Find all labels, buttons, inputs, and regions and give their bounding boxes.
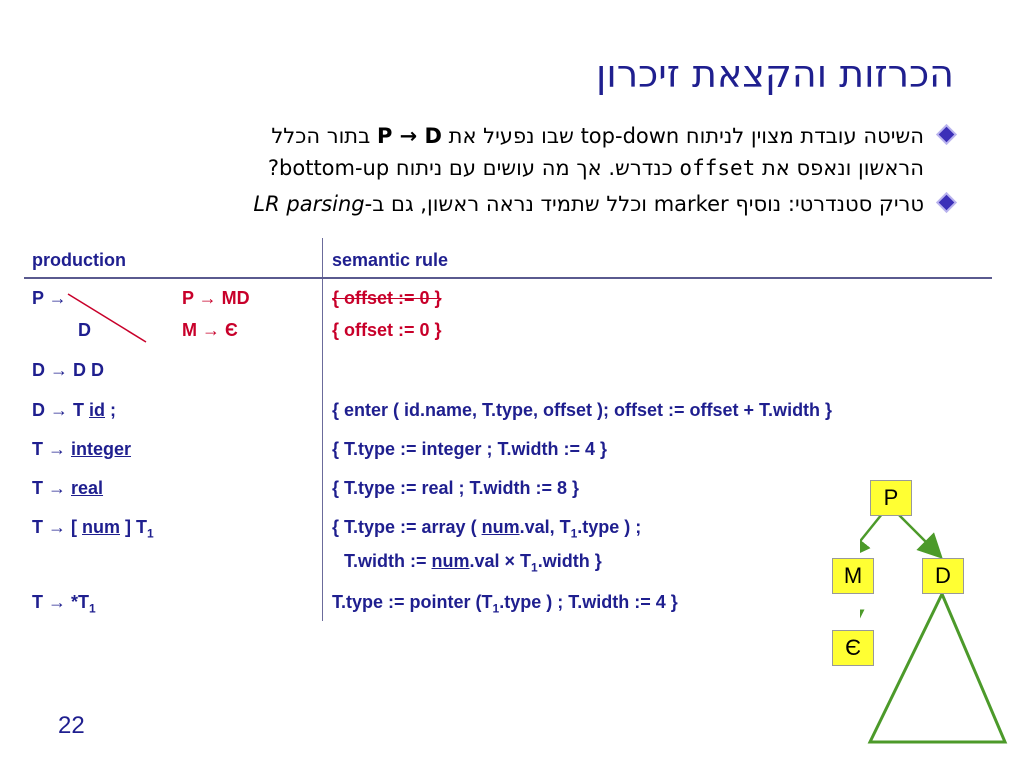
- production-t-array: T → [ num ] $T_1$: [32, 517, 154, 541]
- bullet-item: [54, 120, 954, 184]
- d-subtree-triangle: [870, 594, 1005, 742]
- rule-array-type: { T.type := array ( num.val, $T_1.type$ ) ;: [332, 517, 642, 541]
- tree-node-epsilon: Є: [832, 630, 874, 666]
- edge-p-m: [860, 514, 882, 550]
- page-number: 22: [58, 712, 85, 739]
- header-divider: [24, 277, 992, 279]
- rule-new-offset: { offset := 0 }: [332, 320, 442, 340]
- production-d-dd: D → D D: [32, 360, 104, 380]
- tree-node-p: P: [870, 480, 912, 516]
- rule-real: { T.type := real ; T.width := 8 }: [332, 478, 580, 498]
- bullet-line: טריק סטנדרטי: נוסיף marker וכלל שתמיד נראה ראשון, גם ב-LR parsing: [253, 192, 924, 216]
- rule-pointer: T.type := pointer ($T_1.type$ ) ; T.width := 4 }: [332, 592, 678, 616]
- production-old-head: P →: [32, 288, 67, 308]
- production-new-p: P → MD: [182, 288, 250, 308]
- tree-node-m: M: [832, 558, 874, 594]
- production-t-integer: T → integer: [32, 439, 132, 459]
- diamond-bullet-icon: [939, 127, 955, 143]
- rule-old-strikethrough: { offset := 0 }: [332, 288, 442, 308]
- diamond-bullet-icon: [939, 195, 955, 211]
- tree-node-d: D: [922, 558, 964, 594]
- header-semantic-rule: semantic rule: [332, 250, 449, 270]
- strike-through-mark: [64, 290, 154, 346]
- parse-tree-diagram: [843, 470, 1010, 760]
- bullet-line: השיטה עובדת מצוין לניתוח top-down שבו נפעיל את P → D בתור הכלל: [271, 124, 924, 148]
- header-production: production: [32, 250, 126, 270]
- column-divider: [322, 238, 323, 621]
- production-new-m: M → Є: [182, 320, 238, 340]
- bullet-line: הראשון ונאפס את offset כנדרש. אך מה עושים עם ניתוח bottom-up?: [267, 156, 924, 180]
- rule-integer: { T.type := integer ; T.width := 4 }: [332, 439, 608, 459]
- edge-p-d: [898, 514, 934, 550]
- bullet-item: [54, 188, 954, 220]
- production-d-t-id: D → T id ;: [32, 400, 116, 420]
- rule-enter: { enter ( id.name, T.type, offset ); offset := offset + T.width }: [332, 400, 833, 420]
- rule-array-width: T.width := $num.val \times T_1.width$ }: [344, 551, 602, 575]
- production-t-real: T → real: [32, 478, 104, 498]
- production-old-body: D: [78, 320, 91, 340]
- slide-title: הכרזות והקצאת זיכרון: [596, 52, 954, 96]
- production-t-pointer: $T \to *T_1$: [32, 592, 96, 616]
- bullet-list: [54, 120, 954, 220]
